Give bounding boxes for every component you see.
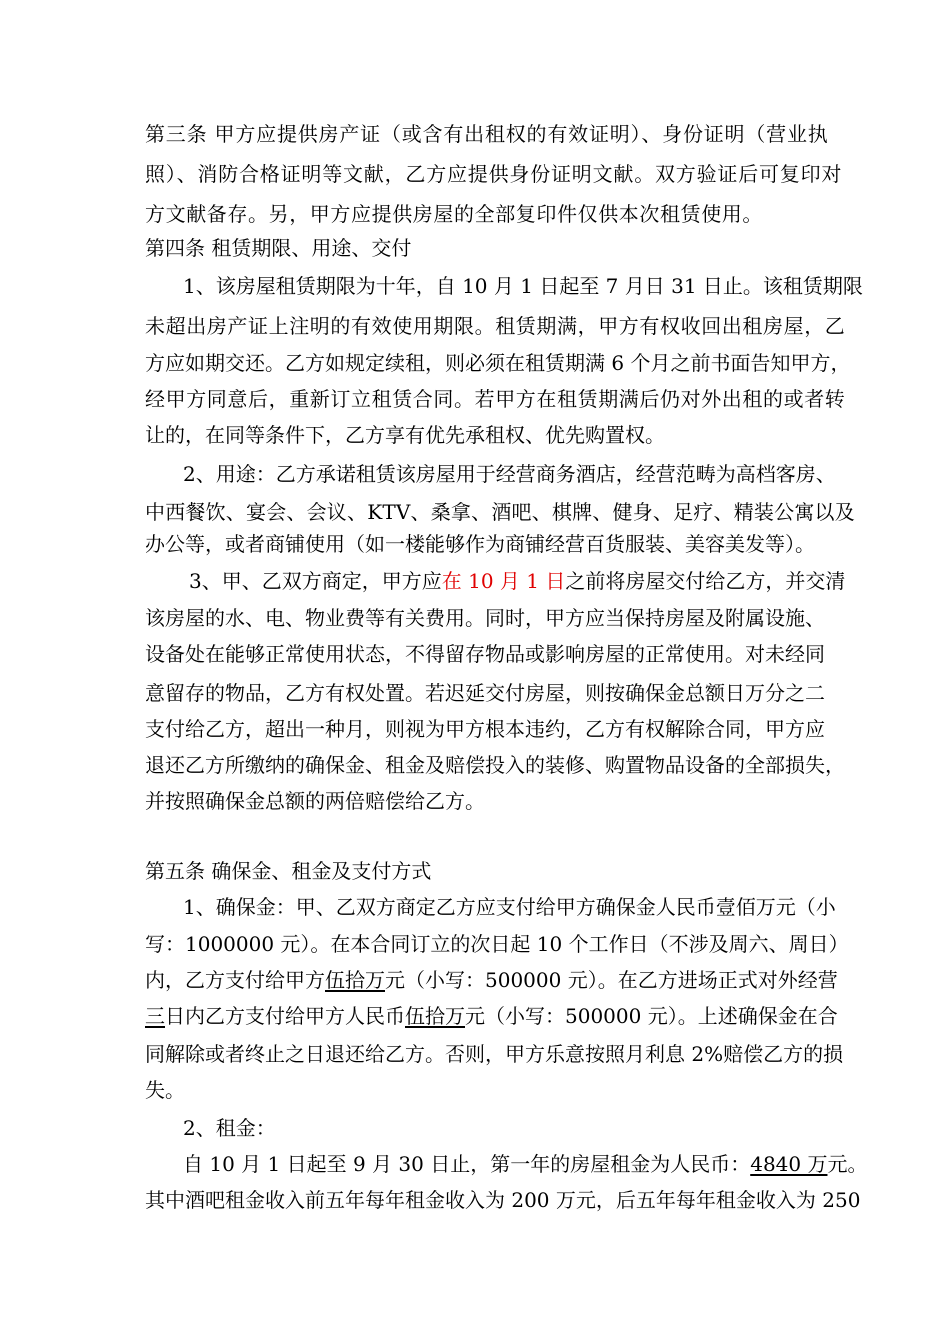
article-4-heading: 第四条 租赁期限、用途、交付 [145,236,412,260]
usage-para-line-2: 中西餐饮、宴会、会议、KTV、桑拿、酒吧、棋牌、健身、足疗、精装公寓以及 [145,500,855,524]
deposit-para-line-3 [145,967,838,993]
article-5-heading: 第五条 确保金、租金及支付方式 [145,859,432,883]
deposit-para-line-2: 写：1000000 元）。在本合同订立的次日起 10 个工作日（不涉及周六、周日） [145,932,849,956]
rent-text-a: 自 10 月 1 日起至 9 月 30 日止，第一年的房屋租金为人民币： [183,1152,751,1176]
rent-para-line-2: 其中酒吧租金收入前五年每年租金收入为 200 万元，后五年每年租金收入为 250 [145,1188,861,1212]
deposit-line4-text-a: 日内乙方支付给甲方人民币 [165,1004,405,1028]
deposit-line4-text-b: 元（小写：500000 元）。上述确保金在合 [465,1004,838,1028]
term-para-line-1: 1、该房屋租赁期限为十年，自 10 月 1 日起至 7 月日 31 日止。该租赁期限 [183,274,863,298]
rent-amount-underlined: 4840 万 [750,1152,828,1176]
delivery-para-line-2: 该房屋的水、电、物业费等有关费用。同时，甲方应当保持房屋及附属设施、 [145,606,825,630]
term-para-line-4: 经甲方同意后，重新订立租赁合同。若甲方在租赁期满后仍对外出租的或者转 [145,387,846,411]
delivery-para-line-3: 设备处在能够正常使用状态，不得留存物品或影响房屋的正常使用。对未经同 [145,642,825,666]
delivery-para-line-4: 意留存的物品，乙方有权处置。若迟延交付房屋，则按确保金总额日万分之二 [145,681,825,705]
term-para-line-3: 方应如期交还。乙方如规定续租，则必须在租赁期满 6 个月之前书面告知甲方， [145,351,851,375]
article-3-line-3: 方文献备存。另，甲方应提供房屋的全部复印件仅供本次租赁使用。 [145,202,763,226]
delivery-para-line-6: 退还乙方所缴纳的确保金、租金及赔偿投入的装修、购置物品设备的全部损失， [145,753,845,777]
term-para-line-2: 未超出房产证上注明的有效使用期限。租赁期满，甲方有权收回出租房屋，乙 [145,314,846,338]
deposit-line3-text-a: 内，乙方支付给甲方 [145,968,325,992]
deposit-para-line-6: 失。 [145,1078,185,1102]
article-3-line-2: 照）、消防合格证明等文献，乙方应提供身份证明文献。双方验证后可复印对 [145,162,843,186]
article-3-line-1: 第三条 甲方应提供房产证（或含有出租权的有效证明）、身份证明（营业执 [145,122,829,146]
deposit-para-line-5: 同解除或者终止之日退还给乙方。否则，甲方乐意按照月利息 2%赔偿乙方的损 [145,1042,844,1066]
term-para-line-5: 让的，在同等条件下，乙方享有优先承租权、优先购置权。 [145,423,665,447]
usage-para-line-1: 2、用途：乙方承诺租赁该房屋用于经营商务酒店，经营范畴为高档客房、 [183,462,836,486]
deposit-para-line-4 [145,1003,838,1029]
deposit-days-underlined: 三 [145,1004,165,1028]
deposit-para-line-1: 1、确保金：甲、乙双方商定乙方应支付给甲方确保金人民币壹佰万元（小 [183,895,836,919]
delivery-para-line-5: 支付给乙方，超出一种月，则视为甲方根本违约，乙方有权解除合同，甲方应 [145,717,825,741]
rent-heading: 2、租金： [183,1116,276,1140]
delivery-text-after: 之前将房屋交付给乙方，并交清 [565,569,846,593]
delivery-text-before: 3、甲、乙双方商定，甲方应 [189,569,442,593]
delivery-para-line-7: 并按照确保金总额的两倍赔偿给乙方。 [145,789,485,813]
deposit-amount-underlined: 伍拾万 [325,968,385,992]
rent-para-line-1 [183,1151,867,1177]
delivery-para-line-1 [189,568,845,594]
deposit-line3-text-b: 元（小写：500000 元）。在乙方进场正式对外经营 [385,968,838,992]
delivery-date-highlight: 在 10 月 1 日 [441,569,566,593]
usage-para-line-3: 办公等，或者商铺使用（如一楼能够作为商铺经营百货服装、美容美发等）。 [145,532,815,556]
rent-text-b: 元。 [827,1152,868,1176]
deposit-amount-2-underlined: 伍拾万 [405,1004,465,1028]
